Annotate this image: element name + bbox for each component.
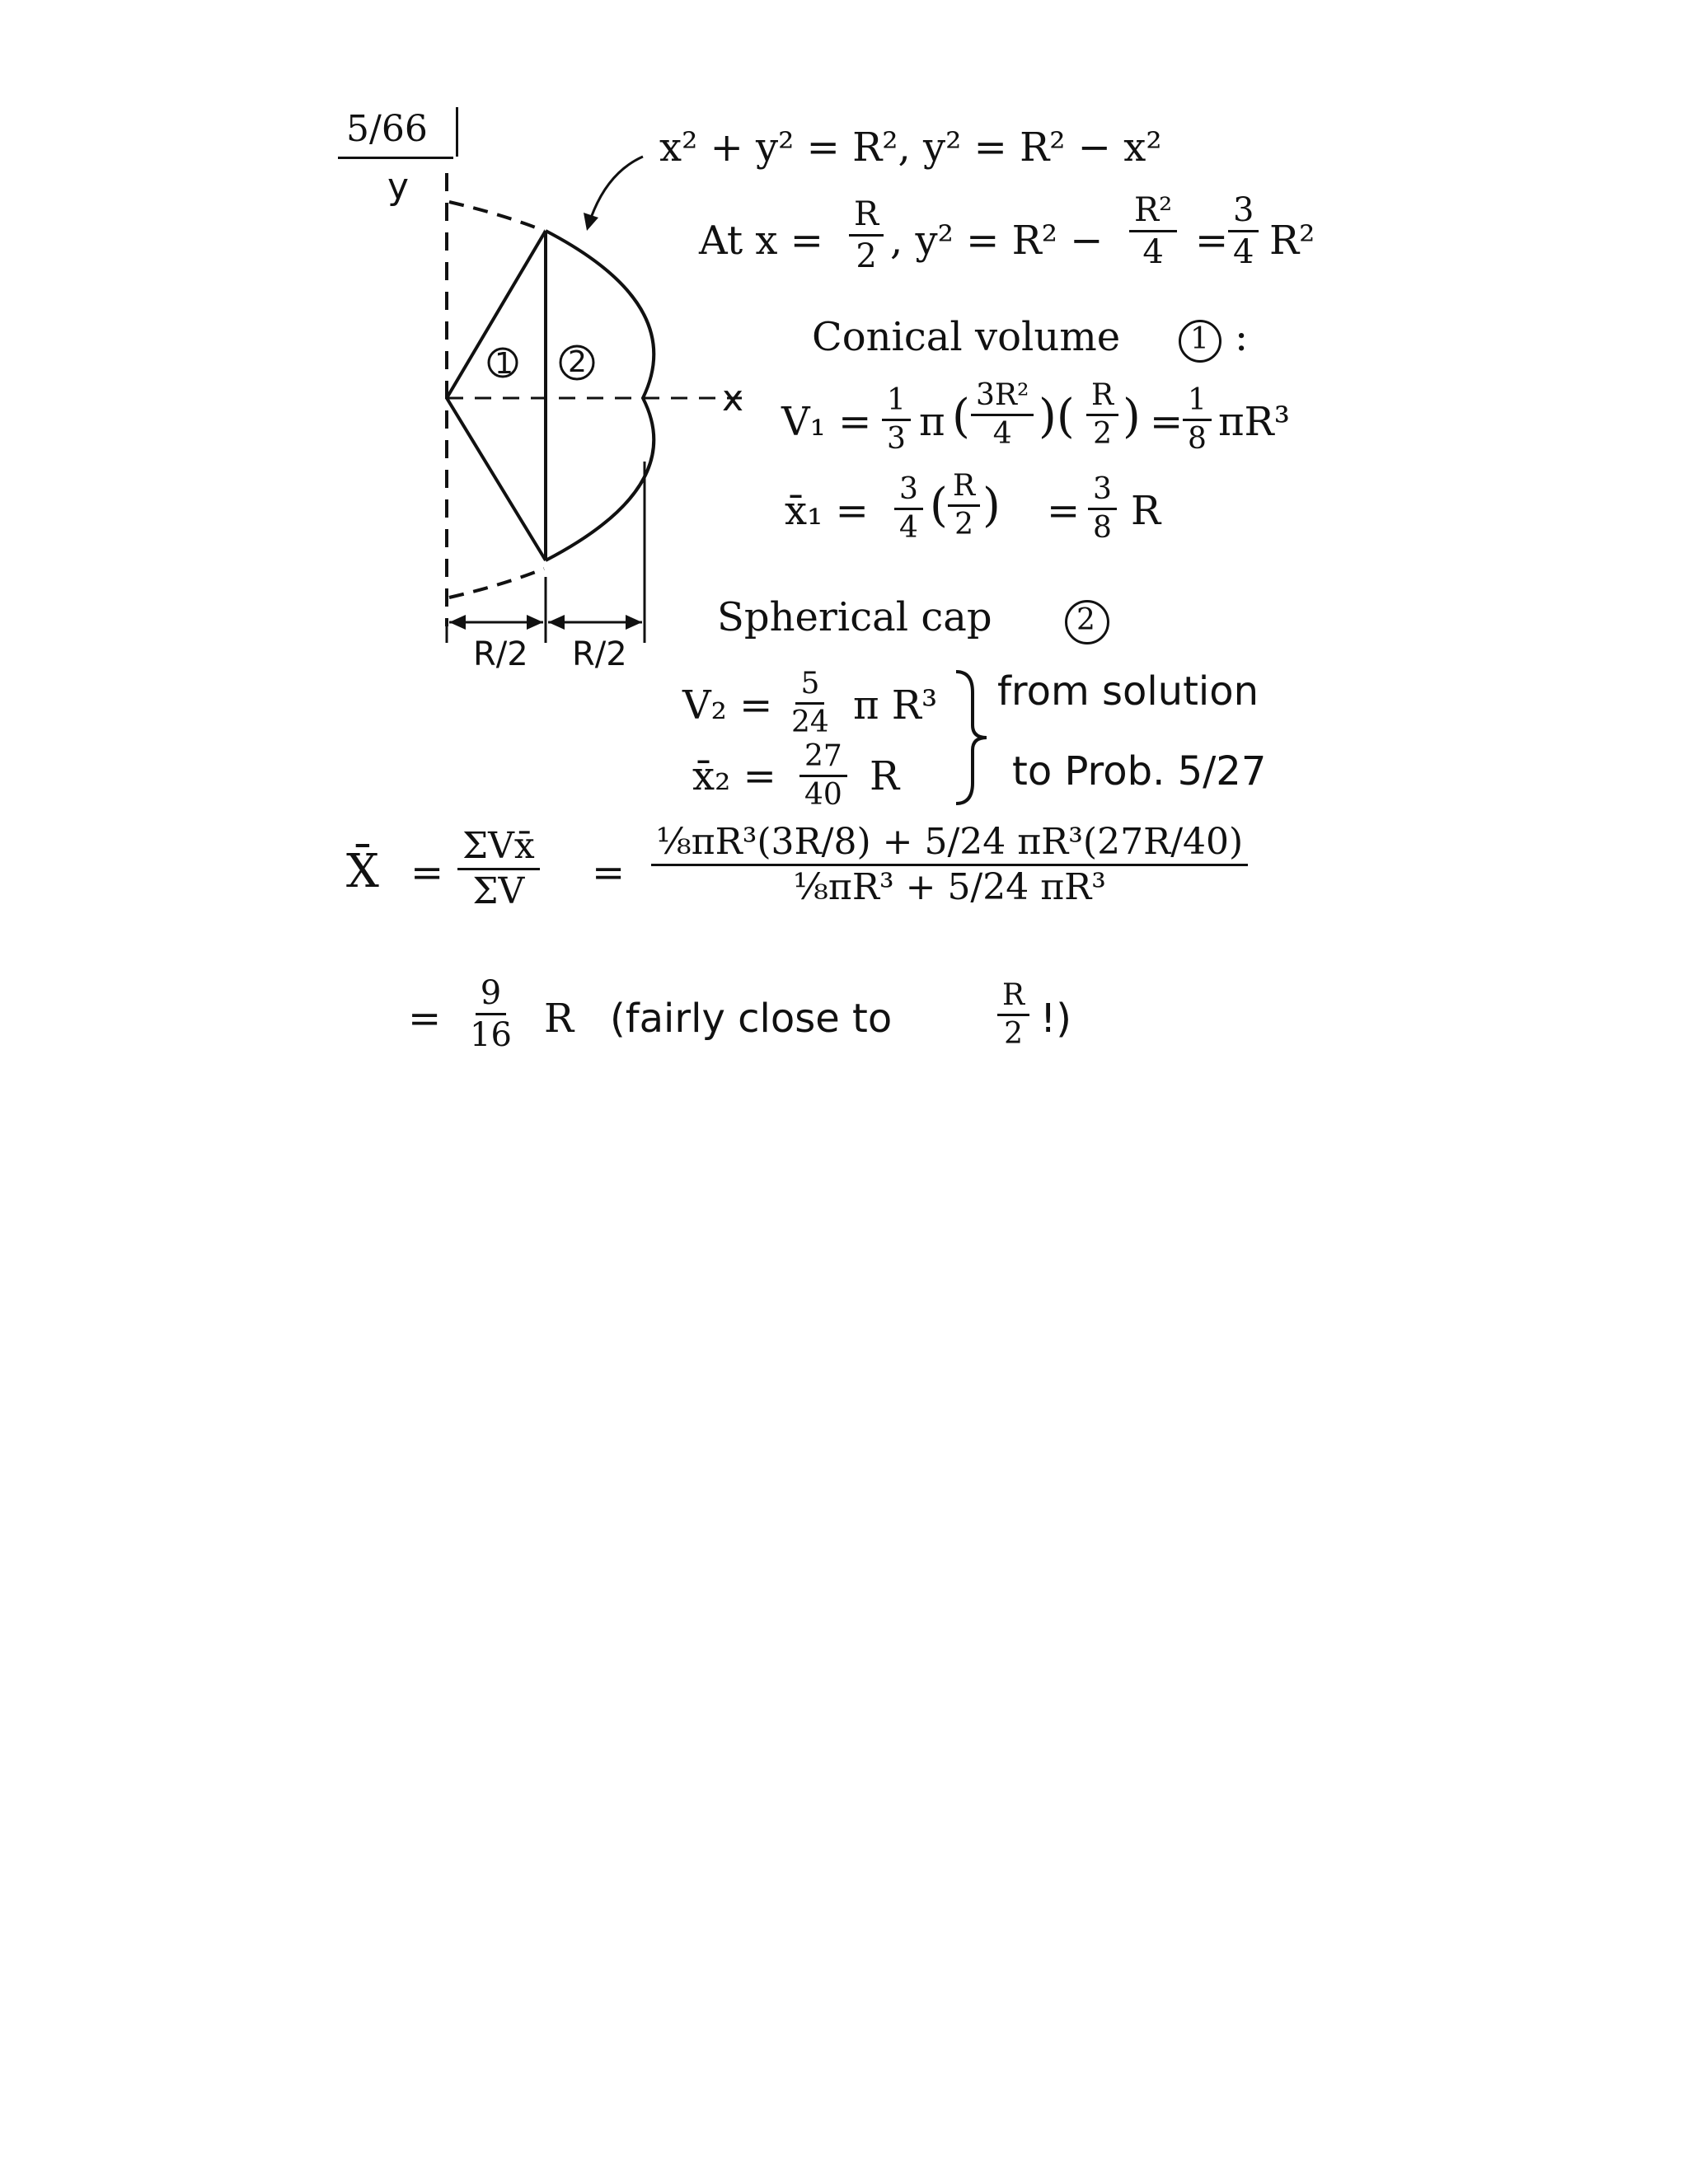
conical-colon: : [1235,314,1249,360]
brace [952,668,993,808]
at-x-middle: , y² = R² − [890,218,1104,264]
sphere-arc-top [449,202,544,231]
v2-fraction: $\frac{5}{24}$ [791,667,829,739]
cap-circle-label: 2 [1076,603,1095,637]
solution-page: 5/66 y 1 2 x R/2 R/2 x² + y² = R², y² = R² − x² At x = $\frac{R}{2}$ , y² = R² − $\frac{\text{R²}}{4}$ = $\frac{3}{4}$ R² Conical volume 1 : V₁ = $\frac{1}{3}$ π ( $\frac{\text{3R²}}{4}$ )( $\frac{R}{2}$ ) = $\frac{1}{8}$ πR³ x̄₁ = $\frac{3}{4}$ ( $\frac{R}{2}$ ) = $\frac{3}{8}$ R Spherical cap 2 V₂ = $\frac{5}{24}$ π R³ x̄₂ = $\frac{27}{40}$ R from solution to Prob. 5/27 X̄ = ΣVx̄ ΣV = $\frac{\text{⅛πR³(3R/8) + 5/24 πR³(27R/40)}}{\text{⅛πR³ + 5/24 πR³}}$ = $\frac{9}{16}$ R (fairly close to $\frac{R}{2}$ !) [0,0,1688,2184]
sum-ratio: ΣVx̄ ΣV [457,828,540,910]
result-eq-1: = [410,850,444,896]
sphere-arc-bottom [449,569,544,598]
big-fraction: $\frac{\text{⅛πR³(3R/8) + 5/24 πR³(27R/40)}}{\text{⅛πR³ + 5/24 πR³}}$ [651,824,1248,906]
at-x-prefix: At x = [699,218,823,264]
v1-frac-1: $\frac{1}{3}$ [882,386,911,454]
cone-lower-edge [447,398,546,560]
final-R: R [544,996,574,1042]
figure-diagram [371,148,750,725]
x1-equals: = [1047,488,1081,534]
dim-left-label: R/2 [473,635,528,673]
at-x-tail: R² [1269,218,1315,264]
result-eq-2: = [592,850,626,896]
conical-heading: Conical volume [812,314,1121,360]
leader-arrow [589,157,643,223]
final-equals: = [408,996,442,1042]
region-1-label: 1 [495,347,513,381]
v1-frac-4: $\frac{1}{8}$ [1183,386,1212,454]
v1-equals: = [1150,399,1184,445]
v1-pi: π [919,399,945,445]
cap-note-line-2: to Prob. 5/27 [1012,748,1267,794]
at-x-fraction: $\frac{R}{2}$ [849,198,884,273]
at-x-fraction-2: $\frac{\text{R²}}{4}$ [1129,194,1177,269]
y-axis-label: y [387,166,410,208]
v1-frac-3: $\frac{R}{2}$ [1086,381,1118,449]
cap-heading: Spherical cap [717,594,992,640]
x1-frac-2: $\frac{R}{2}$ [948,471,980,540]
circle-equation: x² + y² = R², y² = R² − x² [659,124,1162,171]
x2-fraction: $\frac{27}{40}$ [799,742,847,810]
x1-lhs: x̄₁ = [785,488,869,534]
conical-circle-label: 1 [1190,322,1209,356]
final-fraction: $\frac{9}{16}$ [470,974,512,1054]
dim-right-label: R/2 [572,635,627,673]
v1-lhs: V₁ = [781,399,872,445]
v1-frac-2: $\frac{\text{3R²}}{4}$ [971,381,1034,449]
x-axis-label: x [722,377,744,419]
x2-lhs: x̄₂ = [692,753,776,799]
x-bar-lhs: X̄ [346,845,379,898]
at-x-fraction-3: $\frac{3}{4}$ [1228,194,1259,269]
cap-arc [546,231,654,560]
comment-fraction: $\frac{R}{2}$ [997,981,1029,1049]
comment-close: !) [1040,996,1071,1042]
v1-tail: πR³ [1218,399,1290,445]
at-x-equals: = [1195,218,1229,264]
v2-lhs: V₂ = [682,682,773,729]
cap-note-line-1: from solution [997,668,1259,715]
comment-open: (fairly close to [610,996,893,1042]
region-2-label: 2 [568,345,587,379]
x1-frac-3: $\frac{3}{8}$ [1088,475,1117,543]
x1-frac-1: $\frac{3}{4}$ [894,475,923,543]
x1-tail: R [1131,488,1161,534]
problem-number: 5/66 [346,108,428,150]
x2-tail: R [870,753,900,799]
v2-tail: π R³ [853,682,938,729]
